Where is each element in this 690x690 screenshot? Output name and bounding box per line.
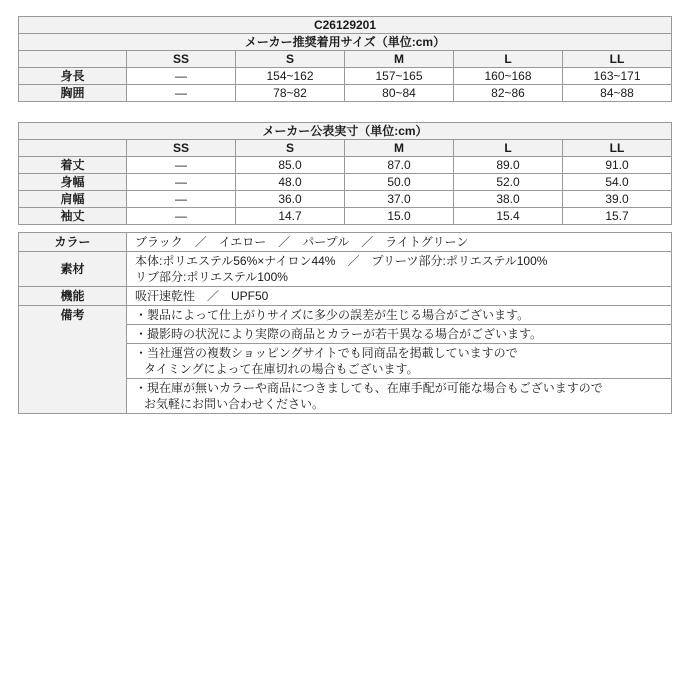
size-value-cell: 36.0	[236, 191, 345, 208]
table-row-body-length	[19, 157, 672, 174]
row-label-material: 素材	[19, 252, 127, 287]
size-header-row	[19, 51, 672, 68]
material-line: 本体:ポリエステル56%×ナイロン44% ／ プリーツ部分:ポリエステル100%	[135, 254, 548, 268]
size-value-cell: —	[127, 174, 236, 191]
size-value-cell: 15.4	[454, 208, 563, 225]
spec-row-notes-1	[19, 306, 672, 325]
size-value-cell: 87.0	[345, 157, 454, 174]
size-header-s: S	[236, 140, 345, 157]
spec-row-material	[19, 252, 672, 287]
size-header-m: M	[345, 140, 454, 157]
table-title-row	[19, 123, 672, 140]
spec-row-color	[19, 233, 672, 252]
size-header-m: M	[345, 51, 454, 68]
corner-cell	[19, 140, 127, 157]
size-value-cell: —	[127, 68, 236, 85]
size-value-cell: 160~168	[454, 68, 563, 85]
size-header-ss: SS	[127, 140, 236, 157]
row-label-color: カラー	[19, 233, 127, 252]
size-value-cell: —	[127, 208, 236, 225]
row-label-body-length: 着丈	[19, 157, 127, 174]
row-label-chest: 胸囲	[19, 85, 127, 102]
size-value-cell: 82~86	[454, 85, 563, 102]
row-label-sleeve-length: 袖丈	[19, 208, 127, 225]
row-label-height: 身長	[19, 68, 127, 85]
note-line: ・撮影時の状況により実際の商品とカラーが若干異なる場合がございます。	[135, 327, 543, 341]
note-item	[127, 379, 672, 414]
size-value-cell: —	[127, 85, 236, 102]
size-value-cell: 37.0	[345, 191, 454, 208]
row-label-function: 機能	[19, 287, 127, 306]
recommended-size-table	[18, 16, 672, 102]
note-item	[127, 344, 672, 379]
material-value	[127, 252, 672, 287]
product-code: C26129201	[19, 17, 672, 34]
size-header-l: L	[454, 51, 563, 68]
size-value-cell: 157~165	[345, 68, 454, 85]
table-row-body-width	[19, 174, 672, 191]
product-code-row	[19, 17, 672, 34]
size-value-cell: 48.0	[236, 174, 345, 191]
table-row-sleeve-length	[19, 208, 672, 225]
size-value-cell: 52.0	[454, 174, 563, 191]
row-label-body-width: 身幅	[19, 174, 127, 191]
size-header-ll: LL	[563, 140, 672, 157]
note-item	[127, 325, 672, 344]
material-line: リブ部分:ポリエステル100%	[135, 270, 288, 284]
row-label-shoulder-width: 肩幅	[19, 191, 127, 208]
size-value-cell: 38.0	[454, 191, 563, 208]
size-value-cell: 39.0	[563, 191, 672, 208]
spec-table	[18, 232, 672, 414]
size-value-cell: 15.7	[563, 208, 672, 225]
actual-size-title: メーカー公表実寸（単位:cm）	[19, 123, 672, 140]
size-value-cell: 91.0	[563, 157, 672, 174]
note-line: ・製品によって仕上がりサイズに多少の誤差が生じる場合がございます。	[135, 308, 530, 322]
size-value-cell: —	[127, 191, 236, 208]
note-line-continued: タイミングによって在庫切れの場合もございます。	[144, 362, 419, 376]
table-row-height	[19, 68, 672, 85]
size-value-cell: 85.0	[236, 157, 345, 174]
note-line-continued: お気軽にお問い合わせください。	[144, 397, 325, 411]
spec-row-function	[19, 287, 672, 306]
size-value-cell: 15.0	[345, 208, 454, 225]
table-row-chest	[19, 85, 672, 102]
color-options: ブラック ／ イエロー ／ パープル ／ ライトグリーン	[127, 233, 672, 252]
table-title-row	[19, 34, 672, 51]
function-value: 吸汗速乾性 ／ UPF50	[127, 287, 672, 306]
note-item	[127, 306, 672, 325]
size-value-cell: 154~162	[236, 68, 345, 85]
recommended-size-title: メーカー推奨着用サイズ（単位:cm）	[19, 34, 672, 51]
table-row-shoulder-width	[19, 191, 672, 208]
size-header-s: S	[236, 51, 345, 68]
note-line: ・現在庫が無いカラーや商品につきましても、在庫手配が可能な場合もございますので	[135, 381, 603, 395]
size-value-cell: 78~82	[236, 85, 345, 102]
size-value-cell: 163~171	[563, 68, 672, 85]
size-value-cell: 50.0	[345, 174, 454, 191]
size-value-cell: 80~84	[345, 85, 454, 102]
size-value-cell: 54.0	[563, 174, 672, 191]
size-value-cell: 84~88	[563, 85, 672, 102]
size-value-cell: —	[127, 157, 236, 174]
size-header-row	[19, 140, 672, 157]
note-line: ・当社運営の複数ショッピングサイトでも同商品を掲載していますので	[135, 346, 518, 360]
corner-cell	[19, 51, 127, 68]
row-label-notes: 備考	[19, 306, 127, 414]
size-header-ss: SS	[127, 51, 236, 68]
size-value-cell: 89.0	[454, 157, 563, 174]
actual-size-table	[18, 122, 672, 225]
size-header-l: L	[454, 140, 563, 157]
size-value-cell: 14.7	[236, 208, 345, 225]
size-header-ll: LL	[563, 51, 672, 68]
